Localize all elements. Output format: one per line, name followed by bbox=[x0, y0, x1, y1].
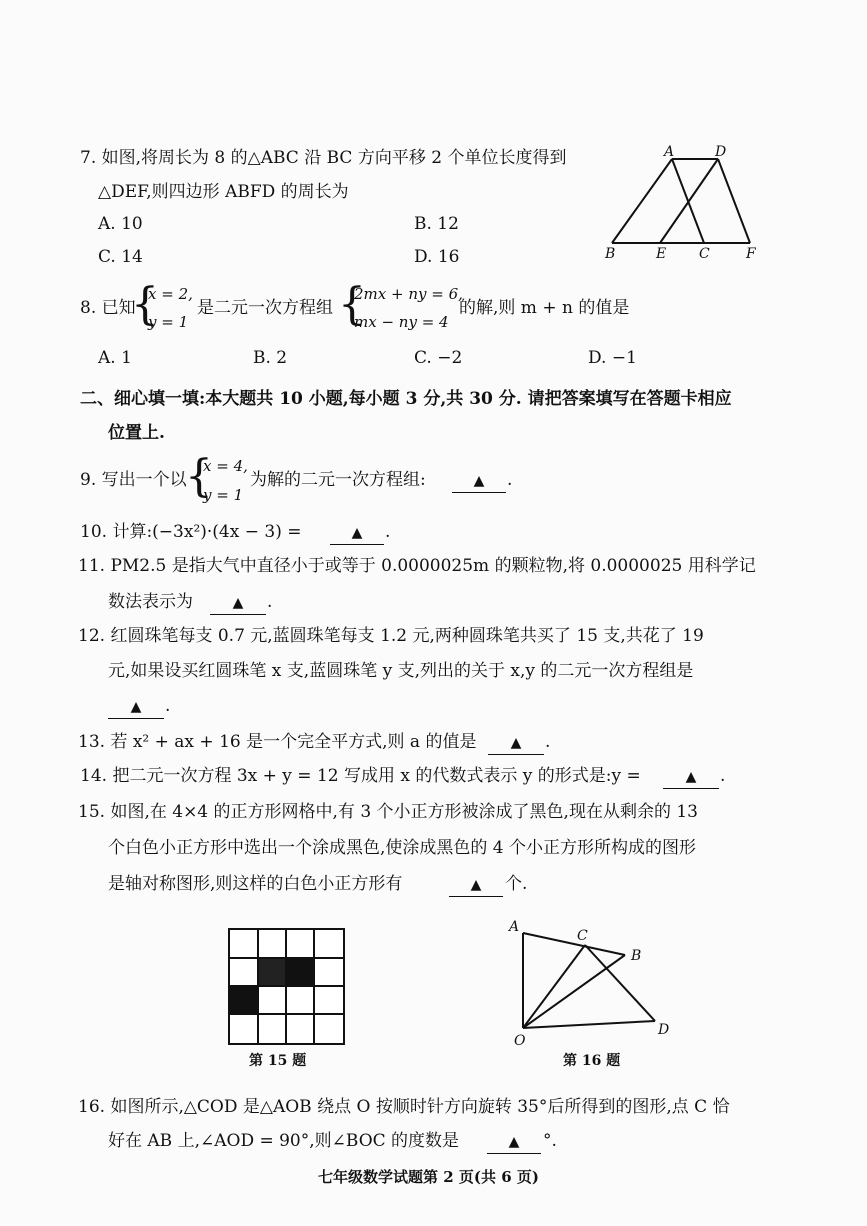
grid-black-cell bbox=[258, 958, 286, 986]
q7-option-a: A. 10 bbox=[98, 214, 143, 234]
label-b: B bbox=[605, 246, 616, 262]
q14-end: . bbox=[720, 766, 726, 786]
q14-text: 14. 把二元一次方程 3x + y = 12 写成用 x 的代数式表示 y 的形式是:y = bbox=[80, 766, 641, 786]
q8-sol2: y = 1 bbox=[148, 313, 189, 331]
q8-eq1: 2mx + ny = 6, bbox=[354, 285, 463, 303]
q7-option-c: C. 14 bbox=[98, 247, 143, 267]
label-c: C bbox=[699, 246, 710, 262]
label-a: A bbox=[664, 144, 675, 160]
label-d: D bbox=[658, 1022, 670, 1038]
segment-oc bbox=[523, 945, 585, 1028]
q12-end: . bbox=[165, 696, 171, 716]
q11-end: . bbox=[267, 592, 273, 612]
q16-end: °. bbox=[543, 1131, 557, 1151]
page-footer: 七年级数学试题第 2 页(共 6 页) bbox=[318, 1168, 539, 1186]
section2-heading: 二、细心填一填:本大题共 10 小题,每小题 3 分,共 30 分. 请把答案填写在答题卡相应 bbox=[80, 389, 732, 409]
q8-suffix: 的解,则 m + n 的值是 bbox=[459, 298, 630, 318]
q9-sol2: y = 1 bbox=[203, 486, 244, 504]
q8-prefix: 8. 已知 bbox=[80, 298, 136, 318]
q15-end: 个. bbox=[505, 874, 528, 894]
label-f: F bbox=[746, 246, 756, 262]
q13-text: 13. 若 x² + ax + 16 是一个完全平方式,则 a 的值是 bbox=[78, 732, 477, 752]
q16-line2: 好在 AB 上,∠AOD = 90°,则∠BOC 的度数是 bbox=[108, 1131, 460, 1151]
q11-answer-blank[interactable]: ▲ bbox=[210, 591, 266, 615]
q15-grid-figure bbox=[228, 928, 346, 1046]
q8-option-b: B. 2 bbox=[253, 348, 288, 368]
label-c: C bbox=[577, 928, 588, 944]
q13-end: . bbox=[545, 732, 551, 752]
grid-black-cell bbox=[286, 958, 314, 986]
q16-rotation-figure bbox=[505, 915, 675, 1050]
q9-sol1: x = 4, bbox=[203, 457, 248, 475]
q7-option-d: D. 16 bbox=[414, 247, 460, 267]
q8-sol1: x = 2, bbox=[148, 285, 193, 303]
q9-prefix: 9. 写出一个以 bbox=[80, 470, 187, 490]
side-de bbox=[660, 159, 718, 243]
q16-answer-blank[interactable]: ▲ bbox=[487, 1130, 541, 1154]
q12-answer-blank[interactable]: ▲ bbox=[108, 695, 164, 719]
q10-answer-blank[interactable]: ▲ bbox=[330, 521, 384, 545]
q8-mid: 是二元一次方程组 bbox=[197, 298, 333, 318]
q7-line1: 7. 如图,将周长为 8 的△ABC 沿 BC 方向平移 2 个单位长度得到 bbox=[80, 148, 567, 168]
q16-line1: 16. 如图所示,△COD 是△AOB 绕点 O 按顺时针方向旋转 35°后所得到的图形,点 C 恰 bbox=[78, 1097, 730, 1117]
q12-line1: 12. 红圆珠笔每支 0.7 元,蓝圆珠笔每支 1.2 元,两种圆珠笔共买了 15 支,共花了 19 bbox=[78, 626, 704, 646]
q9-end: . bbox=[507, 470, 513, 490]
q15-line3: 是轴对称图形,则这样的白色小正方形有 bbox=[108, 874, 403, 894]
q8-option-a: A. 1 bbox=[98, 348, 132, 368]
fig16-caption: 第 16 题 bbox=[563, 1053, 621, 1069]
q11-line1: 11. PM2.5 是指大气中直径小于或等于 0.0000025m 的颗粒物,将 0.0000025 用科学记 bbox=[78, 556, 756, 576]
q14-answer-blank[interactable]: ▲ bbox=[663, 765, 719, 789]
q11-line2: 数法表示为 bbox=[108, 592, 193, 612]
q9-answer-blank[interactable]: ▲ bbox=[452, 469, 506, 493]
grid-black-cell bbox=[230, 986, 258, 1014]
q8-option-d: D. −1 bbox=[588, 348, 637, 368]
segment-cd bbox=[585, 945, 655, 1021]
fig15-caption: 第 15 题 bbox=[249, 1053, 307, 1069]
label-e: E bbox=[656, 246, 667, 262]
q10-text: 10. 计算:(−3x²)·(4x − 3) = bbox=[80, 522, 302, 542]
segment-ob bbox=[523, 955, 625, 1028]
q8-brace-1: { bbox=[131, 279, 159, 330]
label-d: D bbox=[715, 144, 727, 160]
q9-suffix: 为解的二元一次方程组: bbox=[250, 470, 426, 490]
q8-eq2: mx − ny = 4 bbox=[354, 313, 449, 331]
q7-line2: △DEF,则四边形 ABFD 的周长为 bbox=[98, 182, 349, 202]
q12-line2: 元,如果设买红圆珠笔 x 支,蓝圆珠笔 y 支,列出的关于 x,y 的二元一次方程组是 bbox=[108, 661, 694, 681]
q15-answer-blank[interactable]: ▲ bbox=[449, 873, 503, 897]
label-o: O bbox=[514, 1033, 526, 1049]
q7-option-b: B. 12 bbox=[414, 214, 459, 234]
label-a: A bbox=[509, 919, 520, 935]
q15-line1: 15. 如图,在 4×4 的正方形网格中,有 3 个小正方形被涂成了黑色,现在从剩余的 13 bbox=[78, 802, 698, 822]
side-df bbox=[718, 159, 750, 243]
label-b: B bbox=[631, 948, 642, 964]
q8-option-c: C. −2 bbox=[414, 348, 463, 368]
q13-answer-blank[interactable]: ▲ bbox=[488, 731, 544, 755]
q7-translation-figure bbox=[600, 140, 775, 262]
q15-line2: 个白色小正方形中选出一个涂成黑色,使涂成黑色的 4 个小正方形所构成的图形 bbox=[108, 838, 697, 858]
q10-end: . bbox=[385, 522, 391, 542]
q9-brace: { bbox=[185, 451, 213, 502]
q8-brace-2: { bbox=[338, 279, 366, 330]
section2-heading-cont: 位置上. bbox=[108, 423, 165, 443]
side-ab bbox=[612, 159, 672, 243]
segment-ab bbox=[523, 933, 625, 955]
segment-od bbox=[523, 1021, 655, 1028]
